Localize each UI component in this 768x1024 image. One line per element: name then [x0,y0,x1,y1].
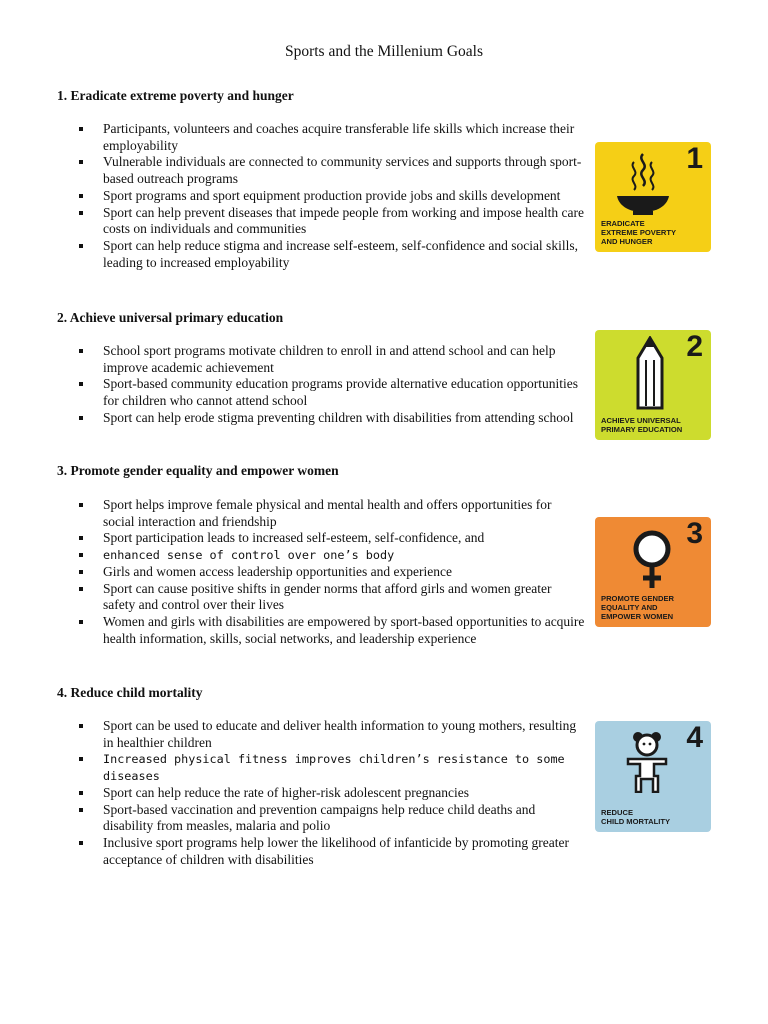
goal-card-2 [595,330,711,440]
list-item: Sport programs and sport equipment production provide jobs and skills development [76,188,586,205]
list-item: Sport can help prevent diseases that impede people from working and impose health care costs on individuals and communities [76,205,586,238]
list-item: Sport can help reduce stigma and increase self-esteem, self-confidence and social skills, leading to increased employability [76,238,586,271]
list-item: Sport-based vaccination and prevention campaigns help reduce child deaths and disability from measles, malaria and polio [76,802,586,835]
female-symbol-icon [631,529,673,589]
bullet-list-4 [76,718,586,868]
goal-number: 2 [686,330,703,363]
list-item: Inclusive sport programs help lower the likelihood of infanticide by promoting greater acceptance of children with disabilities [76,835,586,868]
list-item: Women and girls with disabilities are empowered by sport-based opportunities to acquire health information, skills, social networks, and leadership experience [76,614,586,647]
goal-number: 1 [686,142,703,175]
goal-number: 3 [686,517,703,550]
list-item: Sport can cause positive shifts in gender norms that afford girls and women greater safety and control over their lives [76,581,586,614]
section-heading-2: 2. Achieve universal primary education [57,310,284,325]
list-item: enhanced sense of control over one’s body [76,547,586,564]
list-item: Participants, volunteers and coaches acquire transferable life skills which increase their employability [76,121,586,154]
goal-label: PROMOTE GENDER EQUALITY AND EMPOWER WOMEN [601,594,674,621]
list-item: Increased physical fitness improves children’s resistance to some diseases [76,751,586,784]
list-item: Girls and women access leadership opportunities and experience [76,564,586,581]
pencil-icon [635,336,665,410]
section-heading-3: 3. Promote gender equality and empower women [57,463,339,478]
goal-label: ERADICATE EXTREME POVERTY AND HUNGER [601,219,677,246]
goal-number: 4 [686,721,703,754]
soup-bowl-icon [615,148,671,216]
bullet-list-2 [76,343,586,427]
section-heading-4: 4. Reduce child mortality [57,685,203,700]
list-item: Sport can be used to educate and deliver health information to young mothers, resulting in healthier children [76,718,586,751]
child-icon [625,731,669,793]
goal-label: REDUCE CHILD MORTALITY [601,808,671,826]
section-heading-1: 1. Eradicate extreme poverty and hunger [57,88,294,103]
list-item: Sport helps improve female physical and mental health and offers opportunities for social interaction and friendship [76,497,586,530]
list-item: Sport can help reduce the rate of higher-risk adolescent pregnancies [76,785,586,802]
list-item: Sport can help erode stigma preventing children with disabilities from attending school [76,410,586,427]
goal-label: ACHIEVE UNIVERSAL PRIMARY EDUCATION [601,416,683,434]
goal-card-1 [595,142,711,252]
page-title: Sports and the Millenium Goals [284,43,484,60]
goal-card-4 [595,721,711,832]
list-item: School sport programs motivate children to enroll in and attend school and can help improve academic achievement [76,343,586,376]
bullet-list-1 [76,121,586,271]
list-item: Sport-based community education programs provide alternative education opportunities for children who cannot attend school [76,376,586,409]
goal-card-3 [595,517,711,627]
list-item: Sport participation leads to increased self-esteem, self-confidence, and [76,530,586,547]
bullet-list-3 [76,497,586,647]
list-item: Vulnerable individuals are connected to community services and supports through sport-based outreach programs [76,154,586,187]
